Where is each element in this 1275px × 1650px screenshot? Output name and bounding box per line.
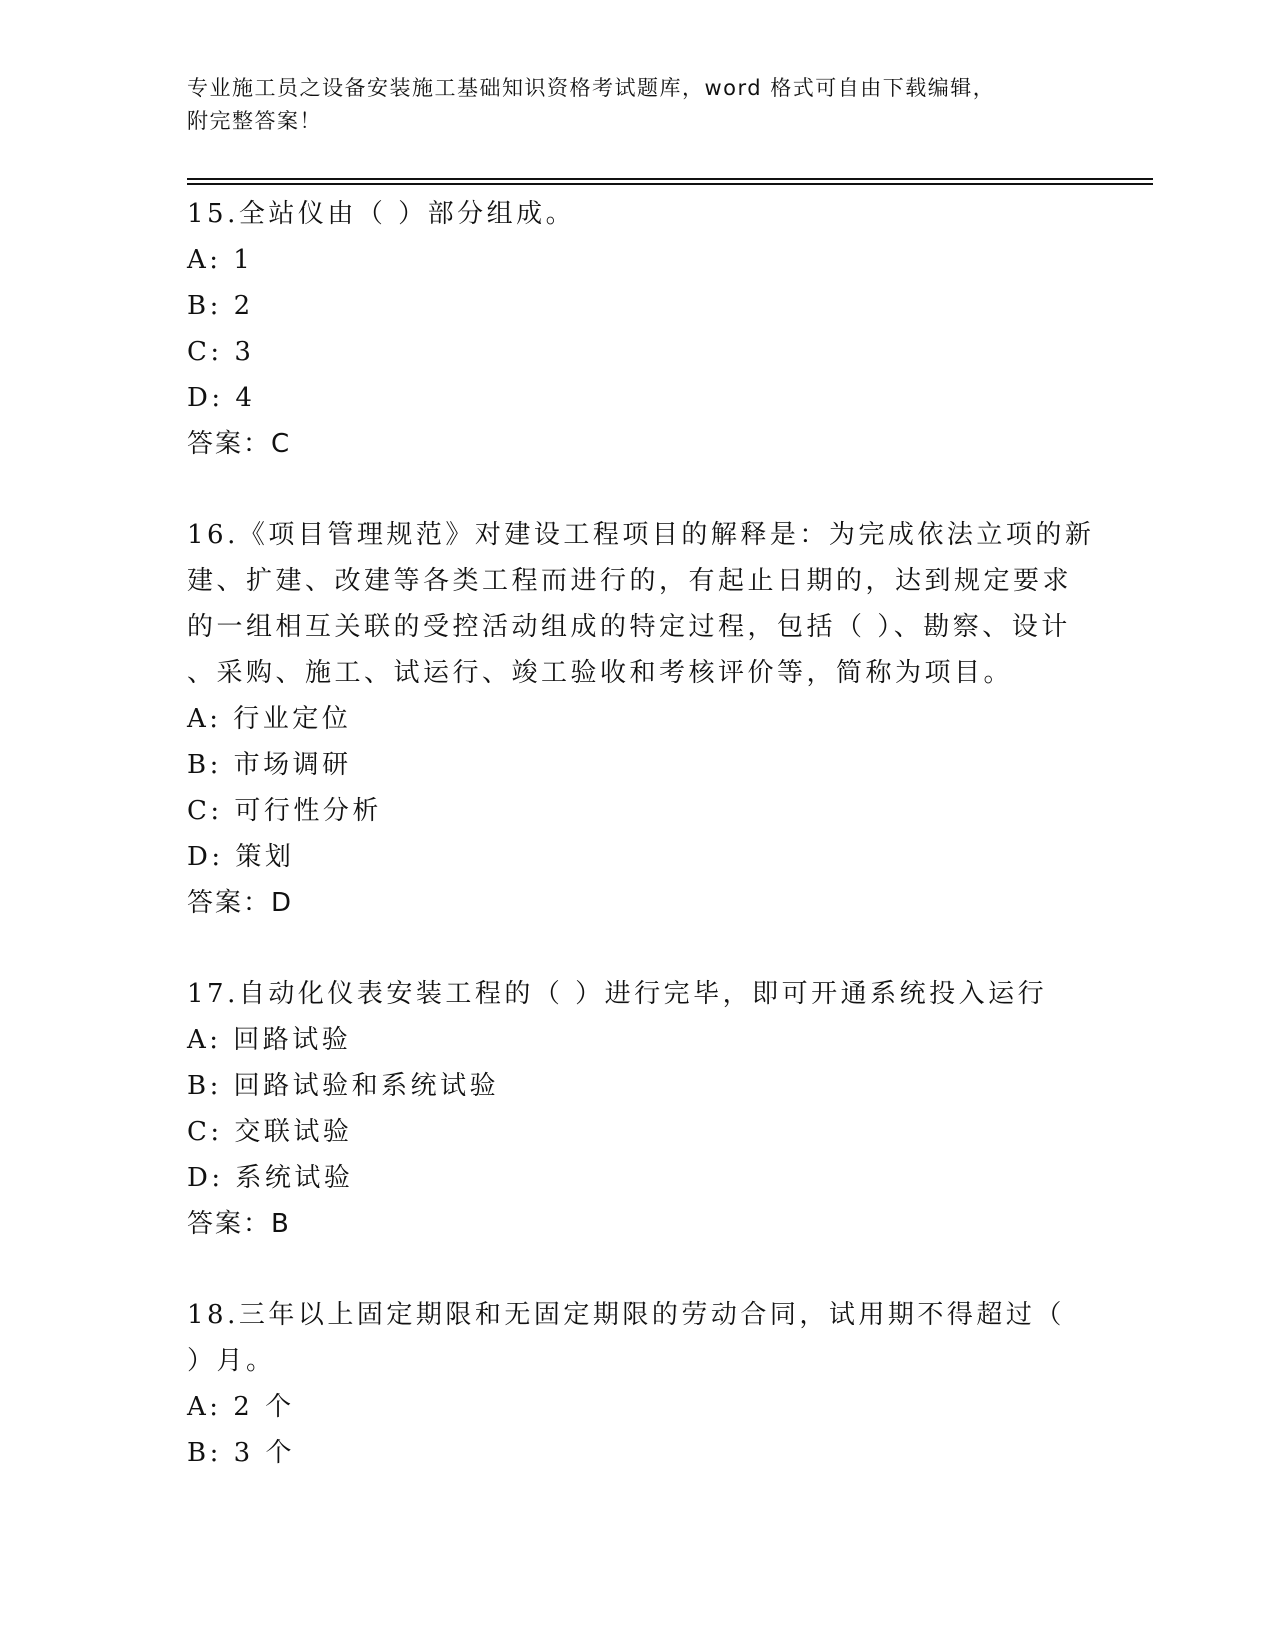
option-b: B: 回路试验和系统试验 [187,1071,500,1101]
question-17 [187,971,1087,1247]
question-text: 17.自动化仪表安装工程的（ ）进行完毕，即可开通系统投入运行 [187,979,1048,1009]
option-b: B: 市场调研 [187,750,352,780]
question-text: 16.《项目管理规范》对建设工程项目的解释是：为完成依法立项的新 [187,520,1095,550]
option-d: D: 策划 [187,842,295,872]
option-c: C: 交联试验 [187,1117,353,1147]
header-divider-bottom [187,183,1153,185]
option-a: A: 行业定位 [187,704,352,734]
question-text: 建、扩建、改建等各类工程而进行的，有起止日期的，达到规定要求 [187,566,1073,596]
option-d: D: 系统试验 [187,1163,354,1193]
answer: 答案：D [187,888,294,918]
question-text: 、采购、施工、试运行、竣工验收和考核评价等，简称为项目。 [187,658,1014,688]
option-b: B: 2 [187,291,254,321]
header-line-1: 专业施工员之设备安装施工基础知识资格考试题库，word 格式可自由下载编辑， [187,76,996,100]
option-c: C: 可行性分析 [187,796,382,826]
answer: 答案：B [187,1209,291,1239]
header-divider-top [187,178,1153,180]
document-header [187,72,1067,138]
option-c: C: 3 [187,337,255,367]
question-text: 的一组相互关联的受控活动组成的特定过程，包括（ ）、勘察、设计 [187,612,1071,642]
question-16 [187,512,1095,926]
question-text: 18.三年以上固定期限和无固定期限的劳动合同，试用期不得超过（ [187,1300,1065,1330]
option-a: A: 2 个 [187,1392,295,1422]
question-text: ）月。 [187,1346,276,1376]
option-b: B: 3 个 [187,1438,295,1468]
question-text: 15.全站仪由（ ）部分组成。 [187,199,576,229]
question-18 [187,1292,1087,1476]
option-a: A: 回路试验 [187,1025,352,1055]
option-a: A: 1 [187,245,254,275]
question-list [187,191,1095,1476]
answer: 答案：C [187,429,292,459]
option-d: D: 4 [187,383,256,413]
header-line-2: 附完整答案！ [187,109,322,133]
question-15 [187,191,1087,467]
